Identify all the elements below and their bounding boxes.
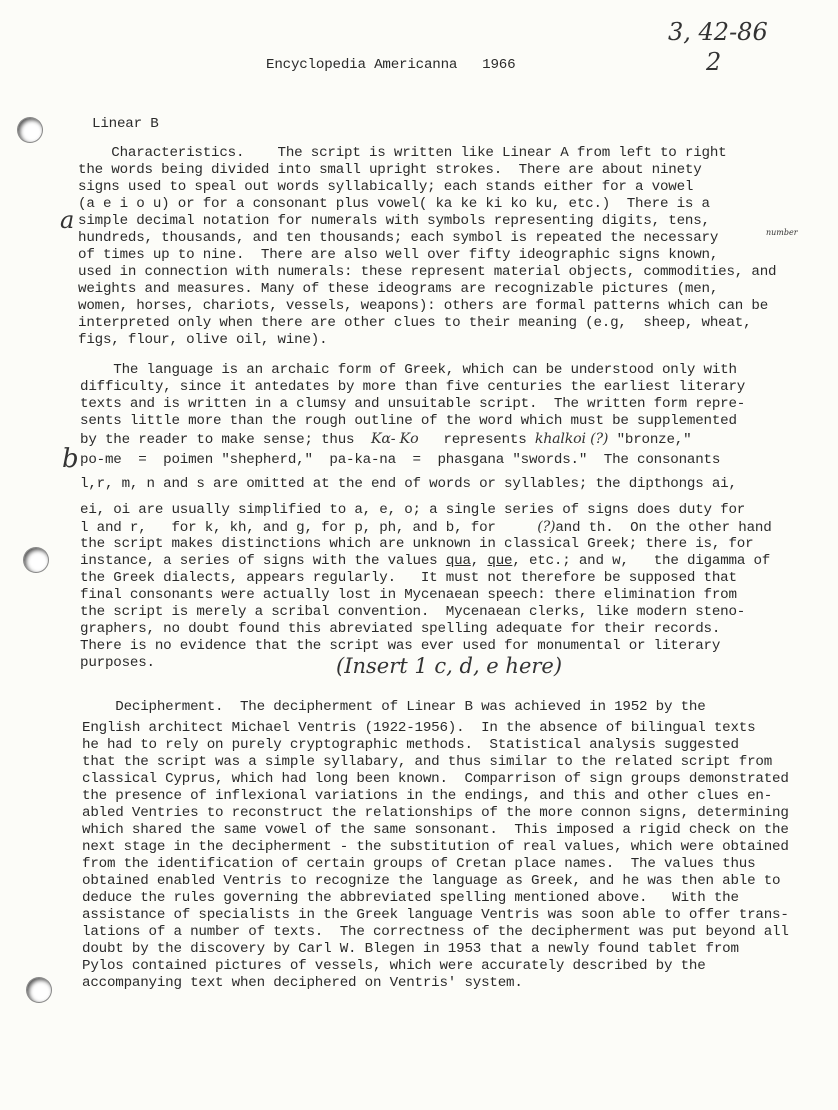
paragraph-language-line: texts and is written in a clumsy and unsuitable script. The written form repre- — [80, 396, 746, 412]
paragraph-characteristics-line: figs, flour, olive oil, wine). — [78, 332, 328, 348]
paragraph-decipherment-line: which shared the same vowel of the same sonsonant. This imposed a rigid check on the — [82, 822, 789, 838]
paragraph-characteristics-line: used in connection with numerals: these represent material objects, commodities, and — [78, 264, 777, 280]
paragraph-language-line: There is no evidence that the script was ever used for monumental or literary — [80, 638, 721, 654]
paragraph-decipherment-line: accompanying text when deciphered on Ventris' system. — [82, 975, 523, 991]
punch-hole — [18, 118, 42, 142]
paragraph-decipherment-line: Pylos contained pictures of vessels, which were accurately described by the — [82, 958, 706, 974]
paragraph-language-line: the script is merely a scribal convention. Mycenaean clerks, like modern steno- — [80, 604, 746, 620]
margin-note-number: number — [766, 228, 798, 237]
paragraph-language-line: po-me = poimen "shepherd," pa-ka-na = phasgana "swords." The consonants — [80, 452, 721, 468]
handwritten-ka-ko: Kα- Κο — [371, 431, 419, 447]
text-fragment: represents — [418, 432, 535, 448]
paragraph-language-line: The language is an archaic form of Greek, which can be understood only with — [80, 362, 737, 378]
paragraph-language-line: l,r, m, n and s are omitted at the end of words or syllables; the dipthongs ai, — [80, 476, 737, 492]
paragraph-characteristics-line: (a e i o u) or for a consonant plus vowel( ka ke ki ko ku, etc.) There is a — [78, 196, 710, 212]
paragraph-characteristics-line: weights and measures. Many of these ideograms are recognizable pictures (men, — [78, 281, 719, 297]
paragraph-decipherment-line: abled Ventries to reconstruct the relationships of the more connon signs, determining — [82, 805, 789, 821]
paragraph-decipherment-line: next stage in the decipherment - the substitution of real values, which were obtained — [82, 839, 789, 855]
paragraph-characteristics-line: Characteristics. The script is written like Linear A from left to right — [78, 145, 727, 161]
insert-note: (Insert 1 c, d, e here) — [336, 654, 563, 678]
underlined-que: que — [487, 553, 513, 569]
handwritten-khalkoi: khalkoi (?) — [534, 431, 609, 447]
paragraph-characteristics-line: hundreds, thousands, and ten thousands; each symbol is repeated the necessary — [78, 230, 719, 246]
paragraph-decipherment-line: deduce the rules governing the abbreviated spelling mentioned above. With the — [82, 890, 739, 906]
paragraph-language-line: l and r, for k, kh, and g, for p, ph, and b, for (?)and th. On the other hand — [80, 519, 772, 536]
punch-hole — [27, 978, 51, 1002]
paragraph-language-line: difficulty, since it antedates by more than five centuries the earliest literary — [80, 379, 746, 395]
paragraph-decipherment-line: doubt by the discovery by Carl W. Blegen in 1953 that a newly found tablet from — [82, 941, 739, 957]
paragraph-characteristics-line: simple decimal notation for numerals with symbols representing digits, tens, — [78, 213, 710, 229]
paragraph-language-line: the Greek dialects, appears regularly. It must not therefore be supposed that — [80, 570, 737, 586]
paragraph-decipherment-line: English architect Michael Ventris (1922-1956). In the absence of bilingual texts — [82, 720, 756, 736]
paragraph-language-line: sents little more than the rough outline of the word which must be supplemented — [80, 413, 737, 429]
paragraph-characteristics-line: women, horses, chariots, vessels, weapons): others are formal patterns which can be — [78, 298, 769, 314]
paragraph-language-line: purposes. — [80, 655, 155, 671]
paragraph-language-line: graphers, no doubt found this abreviated spelling adequate for their records. — [80, 621, 721, 637]
text-fragment: and th. On the other hand — [555, 520, 772, 536]
paragraph-characteristics-line: the words being divided into small upright strokes. There are about ninety — [78, 162, 702, 178]
paragraph-decipherment-line: the presence of inflexional variations in the endings, and this and other clues en- — [82, 788, 773, 804]
handwritten-query: (?) — [537, 519, 556, 535]
paragraph-decipherment-line: lations of a number of texts. The correctness of the decipherment was put beyond all — [82, 924, 789, 940]
margin-note-a: a — [60, 206, 75, 234]
paragraph-decipherment-line: from the identification of certain groups of Cretan place names. The values thus — [82, 856, 756, 872]
paragraph-characteristics-line: signs used to speal out words syllabically; each stands either for a vowel — [78, 179, 694, 195]
section-heading: Linear B — [92, 116, 159, 132]
paragraph-language-line: the script makes distinctions which are unknown in classical Greek; there is, for — [80, 536, 754, 552]
paragraph-decipherment-line: he had to rely on purely cryptographic methods. Statistical analysis suggested — [82, 737, 739, 753]
text-fragment: , etc.; and w, the digamma of — [512, 553, 771, 569]
text-fragment: , — [470, 553, 488, 569]
paragraph-language-line: ei, oi are usually simplified to a, e, o; a single series of signs does duty for — [80, 502, 746, 518]
paragraph-language-line: by the reader to make sense; thus Kα- Κο represents khalkoi (?) "bronze," — [80, 431, 692, 448]
paragraph-decipherment-line: that the script was a simple syllabary, and thus similar to the related script from — [82, 754, 773, 770]
underlined-qua: qua — [445, 553, 471, 569]
handwritten-page-number: 2 — [706, 48, 722, 76]
paragraph-decipherment-line: assistance of specialists in the Greek language Ventris was soon able to offer trans- — [82, 907, 789, 923]
paragraph-characteristics-line: of times up to nine. There are also well over fifty ideographic signs known, — [78, 247, 719, 263]
paragraph-decipherment-line: classical Cyprus, which had long been known. Comparrison of sign groups demonstrated — [82, 771, 789, 787]
paragraph-language-line: final consonants were actually lost in Mycenaean speech: there elimination from — [80, 587, 737, 603]
paragraph-decipherment-line: obtained enabled Ventris to recognize the language as Greek, and he was then able to — [82, 873, 781, 889]
text-fragment: "bronze," — [608, 432, 692, 448]
punch-hole — [24, 548, 48, 572]
handwritten-page-reference: 3, 42-86 — [668, 18, 768, 46]
paragraph-language-line: instance, a series of signs with the values qua, que, etc.; and w, the digamma of — [80, 553, 771, 569]
paragraph-characteristics-line: interpreted only when there are other clues to their meaning (e.g, sheep, wheat, — [78, 315, 752, 331]
document-header: Encyclopedia Americanna 1966 — [266, 57, 516, 73]
paragraph-decipherment-line: Decipherment. The decipherment of Linear B was achieved in 1952 by the — [82, 699, 706, 715]
margin-note-b: b — [62, 444, 79, 474]
